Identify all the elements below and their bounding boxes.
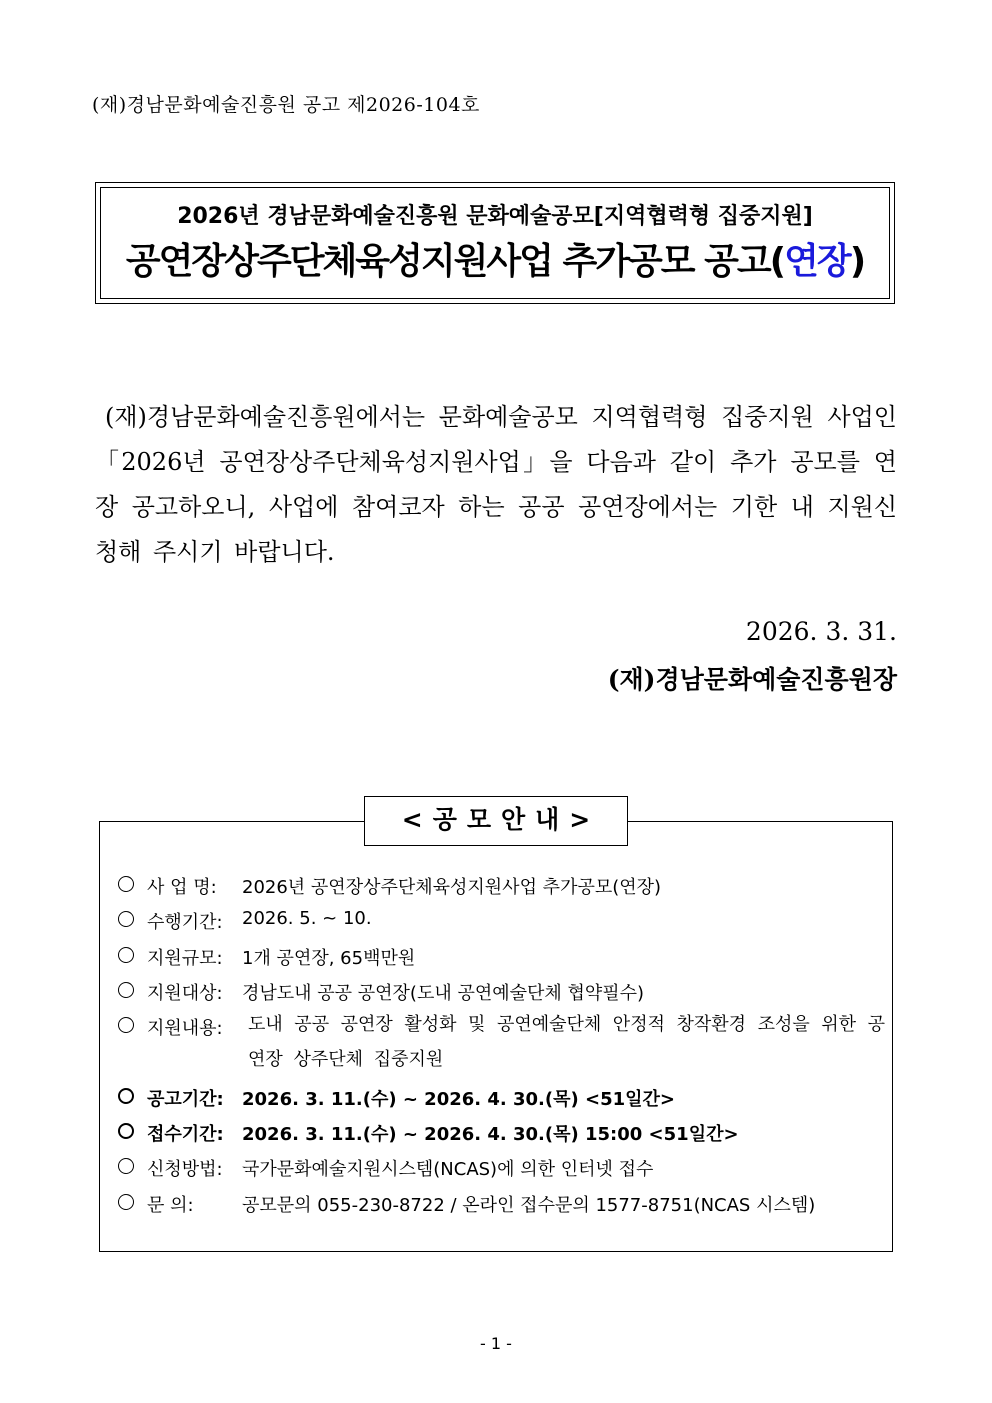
guide-item-value: 도내 공공 공연장 활성화 및 공연예술단체 안정적 창작환경 조성을 위한 공연장 상주단체 집중지원 — [248, 1014, 885, 1071]
guide-item-notice-period — [118, 1082, 886, 1117]
guide-item-label: 지원내용: — [147, 1018, 223, 1040]
guide-item-label: 문 의: — [147, 1194, 194, 1216]
guide-item-value: 국가문화예술지원시스템(NCAS)에 의한 인터넷 접수 — [242, 1159, 654, 1181]
circle-bullet-icon — [118, 947, 134, 963]
guide-item-project-name — [118, 870, 886, 905]
page-number: - 1 - — [480, 1334, 512, 1353]
announcement-date: 2026. 3. 31. — [745, 617, 897, 646]
circle-bullet-icon — [118, 1158, 134, 1174]
circle-bullet-icon — [118, 1017, 134, 1033]
guide-item-value: 2026. 3. 11.(수) ~ 2026. 4. 30.(목) <51일간> — [242, 1088, 675, 1110]
title-main — [96, 233, 894, 284]
guide-item-period — [118, 905, 886, 940]
guide-item-value: 1개 공연장, 65백만원 — [242, 947, 416, 969]
guide-item-label: 지원규모: — [147, 947, 223, 969]
guide-item-label: 공고기간: — [147, 1088, 224, 1110]
guide-item-label: 신청방법: — [147, 1159, 223, 1181]
guide-item-inquiry — [118, 1188, 886, 1223]
title-subtitle: 2026년 경남문화예술진흥원 문화예술공모[지역협력형 집중지원] — [177, 204, 813, 229]
guide-item-value: 2026년 공연장상주단체육성지원사업 추가공모(연장) — [242, 877, 662, 898]
title-main-prefix: 공연장상주단체육성지원사업 추가공모 공고( — [125, 241, 785, 282]
guide-item-application-period — [118, 1117, 886, 1152]
guide-heading: <공모안내> — [364, 796, 628, 846]
circle-bullet-icon — [118, 876, 134, 892]
notice-number: (재)경남문화예술진흥원 공고 제2026-104호 — [92, 94, 480, 116]
issuing-organization: (재)경남문화예술진흥원장 — [607, 665, 897, 694]
title-main-suffix: ) — [849, 241, 865, 282]
circle-bullet-icon — [118, 1194, 134, 1210]
guide-item-label: 수행기간: — [147, 912, 223, 934]
guide-item-value: 2026. 5. ~ 10. — [242, 908, 372, 930]
circle-bullet-icon — [118, 911, 134, 927]
guide-item-value: 경남도내 공공 공연장(도내 공연예술단체 협약필수) — [242, 982, 645, 1004]
guide-item-target — [118, 976, 886, 1011]
announcement-body: (재)경남문화예술진흥원에서는 문화예술공모 지역협력형 집중지원 사업인「2026년 공연장상주단체육성지원사업」을 다음과 같이 추가 공모를 연장 공고하오니, 사업에 참여코자 하는 공공 공연장에서는 기한 내 지원신청해 주시기 바랍니다. — [95, 403, 897, 566]
title-main-accent: 연장 — [784, 241, 850, 282]
guide-item-application-method — [118, 1152, 886, 1187]
guide-item-label: 접수기간: — [147, 1124, 224, 1146]
guide-item-value: 공모문의 055-230-8722 / 온라인 접수문의 1577-8751(NCAS 시스템) — [242, 1194, 816, 1216]
guide-item-value: 2026. 3. 11.(수) ~ 2026. 4. 30.(목) 15:00 <51일간> — [242, 1124, 739, 1146]
guide-item-scale — [118, 941, 886, 976]
title-box — [95, 182, 895, 304]
guide-item-label: 사 업 명: — [147, 877, 217, 898]
circle-bullet-icon — [118, 982, 134, 998]
circle-bullet-icon — [118, 1088, 134, 1104]
guide-item-label: 지원대상: — [147, 982, 223, 1004]
guide-list — [118, 870, 886, 1223]
circle-bullet-icon — [118, 1123, 134, 1139]
guide-item-content — [118, 1011, 886, 1082]
